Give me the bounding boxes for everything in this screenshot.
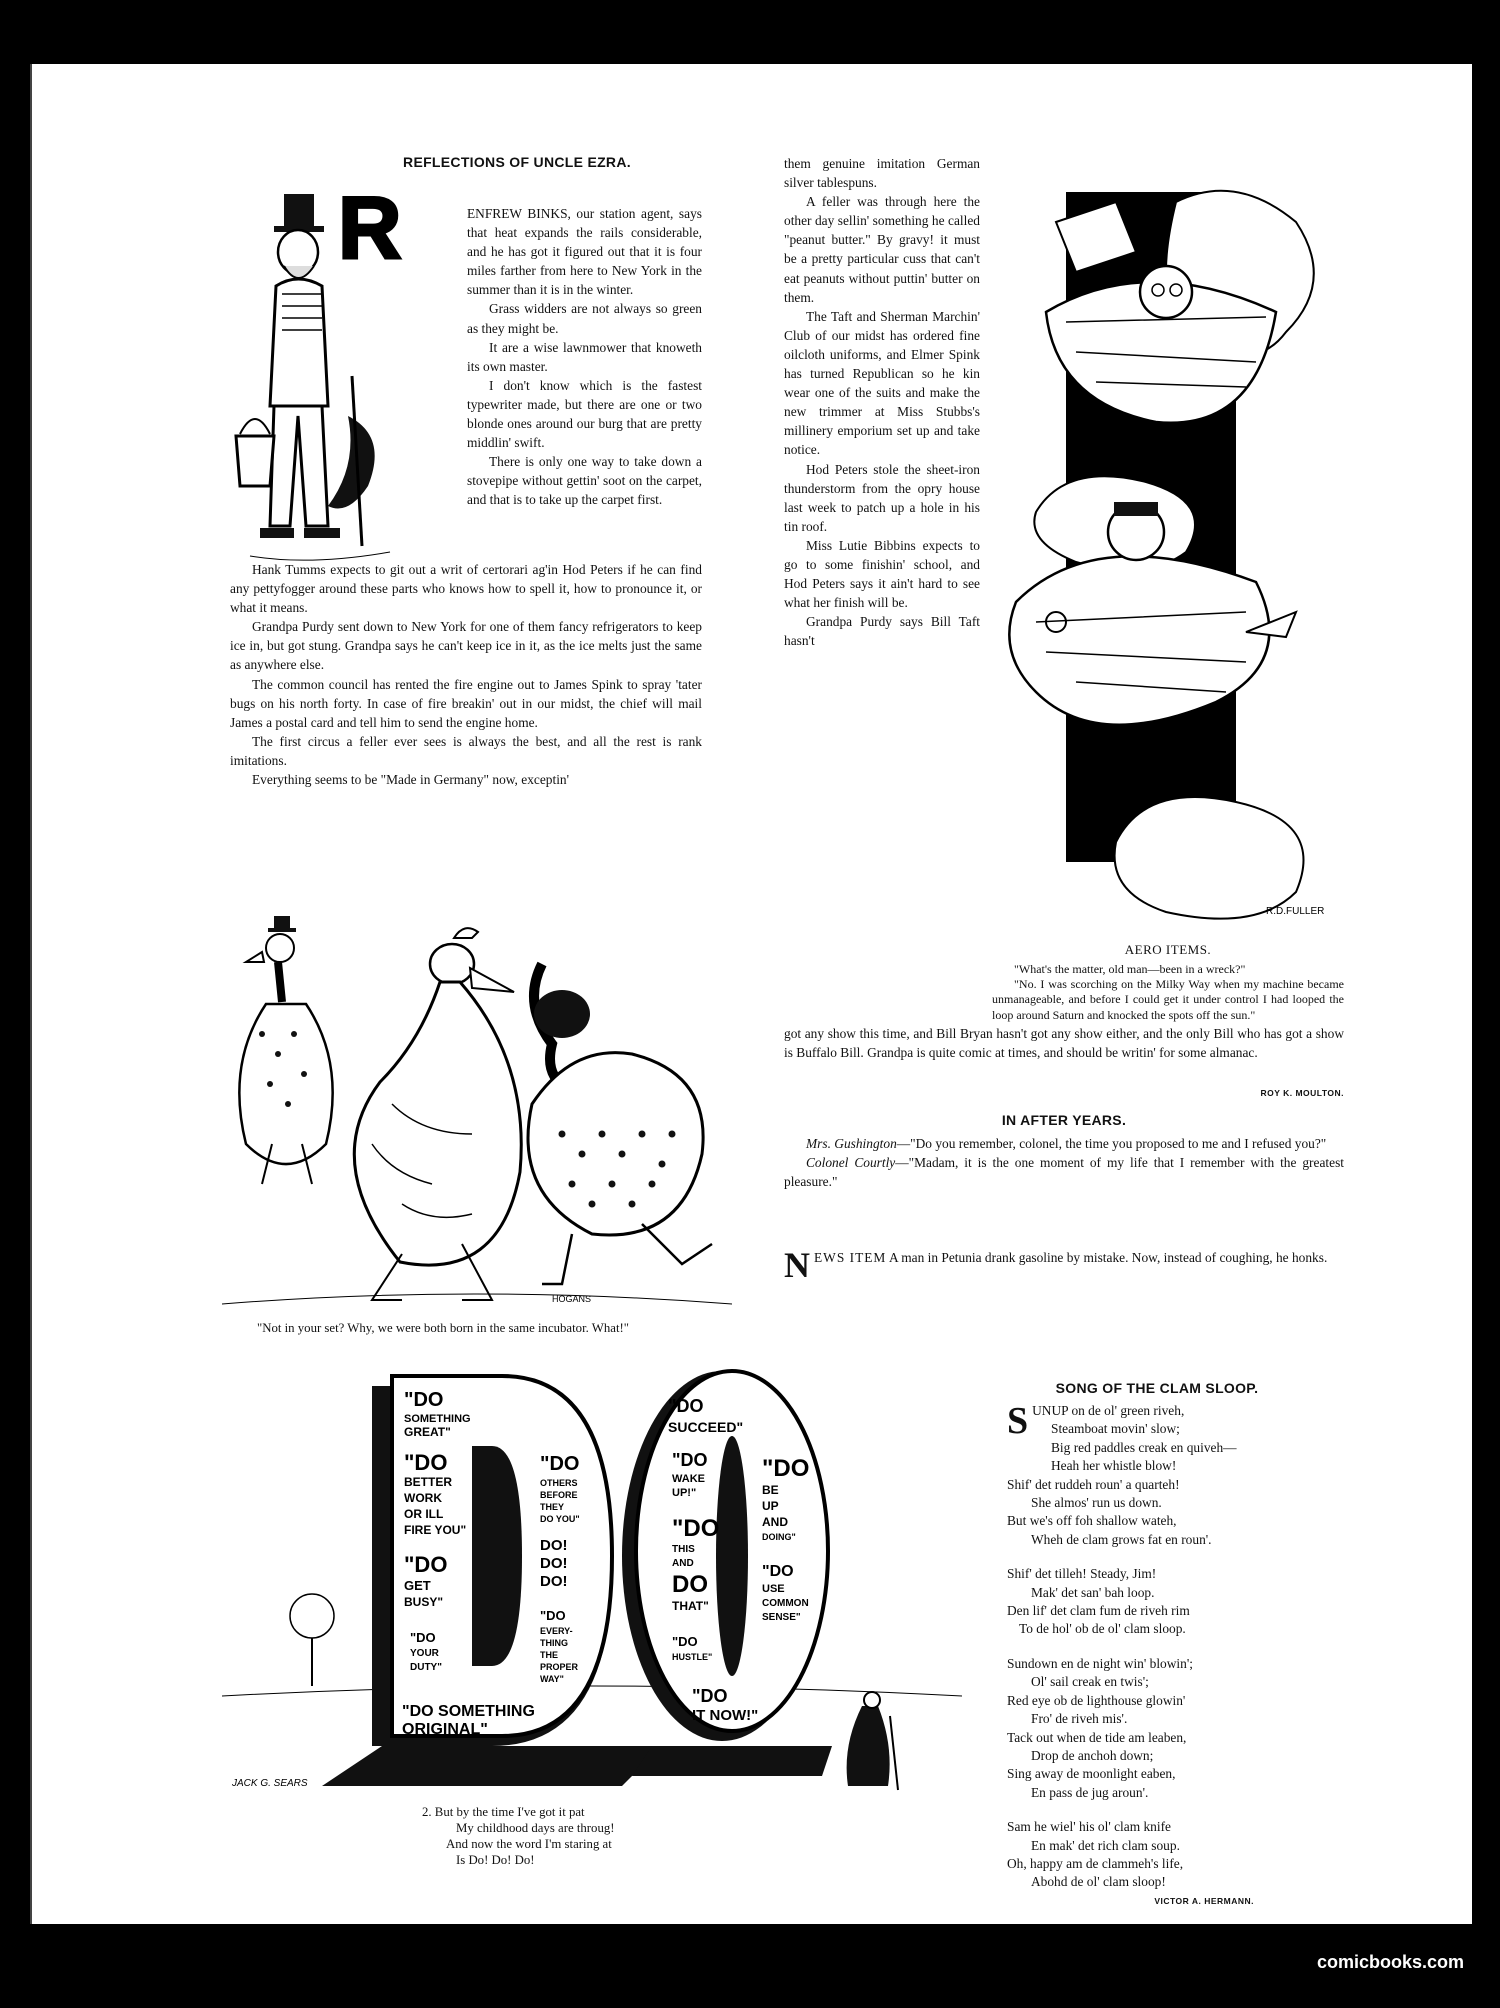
do-label: "DO <box>672 1450 708 1470</box>
do-label: WAKE <box>672 1473 705 1485</box>
do-label: "DO <box>540 1453 580 1475</box>
ezra-p9: The first circus a feller ever sees is always the best, and all the rest is rank imitations. <box>230 733 702 768</box>
geese-caption: "Not in your set? Why, we were both born in the same incubator. What!" <box>257 1321 629 1335</box>
after-text <box>784 1134 1344 1191</box>
do-label: SOMETHING <box>404 1413 471 1425</box>
do-label: FIRE YOU" <box>404 1523 467 1537</box>
do-label: "DO <box>692 1686 728 1706</box>
do-label: AND <box>672 1558 694 1569</box>
do-label: "DO <box>540 1608 566 1623</box>
do-label: BUSY" <box>404 1595 444 1609</box>
do-label: AND <box>762 1515 788 1529</box>
clam-lines <box>1007 1402 1337 1892</box>
ezra-c5: Miss Lutie Bibbins expects to go to some finishin' school, and Hod Peters says it ain't hard to see what her finish will be. <box>784 537 980 611</box>
clam-line: Oh, happy am de clammeh's life, <box>1007 1855 1184 1871</box>
do-caption-1: 2. But by the time I've got it pat <box>422 1805 585 1819</box>
clam-line: Tack out when de tide am leaben, <box>1007 1729 1187 1745</box>
clam-title: SONG OF THE CLAM SLOOP. <box>1055 1380 1259 1396</box>
do-caption-4: Is Do! Do! Do! <box>456 1853 535 1867</box>
traveler-staff <box>890 1716 898 1790</box>
do-label: UP <box>762 1499 779 1513</box>
clam-signature: VICTOR A. HERMANN. <box>1154 1896 1254 1906</box>
clam-line: Mak' det san' bah loop. <box>1031 1584 1155 1600</box>
do-label: EVERY- <box>540 1626 573 1636</box>
ezra-c6a: Grandpa Purdy says Bill Taft hasn't <box>784 614 980 649</box>
aero-title: AERO ITEMS. <box>1124 942 1212 957</box>
ezra-p8: The common council has rented the fire engine out to James Spink to spray 'tater bugs on his north forty. In case of fire breakin' out in our midst, the chief will mail James a postal card and tell him to send the engine home. <box>230 676 702 730</box>
magazine-page <box>30 64 1472 1924</box>
do-label: "DO <box>762 1455 810 1482</box>
clam-line: Ol' sail creak en twis'; <box>1031 1674 1149 1690</box>
clam-line: Shif' det tilleh! Steady, Jim! <box>1007 1566 1157 1582</box>
clam-line: Big red paddles creak en quiveh— <box>1051 1439 1237 1455</box>
do-label: THIS <box>672 1544 695 1555</box>
aero-signature: R.D.FULLER <box>1266 906 1325 917</box>
ezra-c1: them genuine imitation German silver tablespuns. <box>784 156 980 191</box>
ezra-text-wide <box>230 560 702 789</box>
clam-dropcap: S <box>1007 1400 1029 1442</box>
clam-poem <box>1007 1402 1337 1892</box>
clam-line: Den lif' det clam fum de riveh rim <box>1007 1603 1190 1619</box>
do-label: DO <box>672 1571 708 1598</box>
d-shadow <box>322 1746 662 1786</box>
do-label: "DO <box>404 1552 448 1577</box>
ezra-c4: Hod Peters stole the sheet-iron thunderstorm from the opry house last week to patch up a hole in his tin roof. <box>784 461 980 534</box>
clam-line: UNUP on de ol' green riveh, <box>1032 1403 1185 1418</box>
clam-line: Heah her whistle blow! <box>1051 1458 1177 1474</box>
clam-line: Red eye ob de lighthouse glowin' <box>1007 1692 1186 1708</box>
after-line2: —"Madam, it is the one moment of my life that I remember with the greatest pleasure." <box>784 1155 1344 1190</box>
clam-line: Sing away de moonlight eaben, <box>1007 1766 1176 1782</box>
clam-line: Steamboat movin' slow; <box>1051 1421 1180 1437</box>
do-label: DUTY" <box>410 1662 442 1673</box>
do-label: WAY" <box>540 1674 564 1684</box>
clam-line: Sam he wiel' his ol' clam knife <box>1007 1819 1171 1835</box>
news-text: A man in Petunia drank gasoline by mistake. Now, instead of coughing, he honks. <box>888 1250 1328 1265</box>
do-label: "DO <box>404 1450 448 1475</box>
do-caption-2: My childhood days are throug! <box>456 1821 615 1835</box>
do-label: "DO <box>404 1389 444 1411</box>
after-speaker1: Mrs. Gushington <box>806 1136 897 1151</box>
traveler-figure <box>847 1706 890 1786</box>
do-caption-3: And now the word I'm staring at <box>446 1837 612 1851</box>
letter-d-hole <box>472 1446 522 1666</box>
clam-line: En mak' det rich clam soup. <box>1031 1837 1180 1853</box>
clam-line: But we's off foh shallow wateh, <box>1007 1513 1177 1529</box>
aero-line2: "No. I was scorching on the Milky Way when my machine became unmanageable, and before I could get it under control I had looped the loop around Saturn and knocked the spots off the sun." <box>992 977 1344 1022</box>
ezra-p1: ENFREW BINKS, our station agent, says that heat expands the rails considerable, and he has got it figured out that it is four miles farther from here to New York in the summer than it is in the winter. <box>467 206 702 298</box>
do-label: USE <box>762 1583 785 1595</box>
aero-illustration <box>996 162 1336 922</box>
ezra-text-top <box>467 204 702 510</box>
aero-text <box>992 962 1344 1023</box>
geese-cartoon <box>222 904 732 1314</box>
do-label: DO! <box>540 1537 568 1554</box>
ezra-p2: Grass widders are not always so green as they might be. <box>467 301 702 336</box>
clam-line: She almos' run us down. <box>1031 1495 1162 1511</box>
do-label: YOUR <box>410 1648 439 1659</box>
news-dropcap: N <box>784 1245 810 1285</box>
clam-line: Wheh de clam grows fat en roun'. <box>1031 1531 1212 1547</box>
do-label: "DO <box>410 1630 436 1645</box>
do-label: OTHERS <box>540 1478 578 1488</box>
do-label: SUCCEED" <box>668 1419 744 1435</box>
ezra-c6b: got any show this time, and Bill Bryan hasn't got any show either, and the only Bill who has got a show is Buffalo Bill. Grandpa is quite comic at times, and should be writin' for some almanac. <box>784 1026 1344 1061</box>
ezra-p10: Everything seems to be "Made in Germany" now, exceptin' <box>252 772 570 788</box>
do-label: SENSE" <box>762 1612 801 1623</box>
uncle-ezra-illustration <box>230 176 460 576</box>
after-title: IN AFTER YEARS. <box>1001 1112 1127 1128</box>
do-label: OR ILL <box>404 1507 444 1521</box>
do-label: WORK <box>404 1491 442 1505</box>
do-label: THE <box>540 1650 558 1660</box>
do-label: "DO <box>672 1634 698 1649</box>
ezra-p6: Hank Tumms expects to git out a writ of certorari ag'in Hod Peters if he can find any pettyfogger around these parts who knows how to spell it, how to pronounce it, or what it means. <box>230 562 702 616</box>
do-cartoon <box>222 1366 962 1796</box>
do-label: BETTER <box>404 1475 452 1489</box>
ezra-c3: The Taft and Sherman Marchin' Club of our midst has ordered fine oilcloth uniforms, and Elmer Spink has turned Republican so he kin wear one of the suits and make the new trimmer at Miss Stubbs's millinery emporium set up and take notice. <box>784 308 980 458</box>
do-label: IT NOW!" <box>692 1707 759 1724</box>
ezra-c2: A feller was through here the other day sellin' something he called "peanut butter." By gravy! it must be a pretty particular cuss that can't eat peanuts without puttin' butter on them. <box>784 194 980 305</box>
do-label: GREAT" <box>404 1425 451 1439</box>
ezra-p3: It are a wise lawnmower that knoweth its own master. <box>467 339 702 374</box>
aero-line1: "What's the matter, old man—been in a wreck?" <box>1014 962 1246 976</box>
do-label: HUSTLE" <box>672 1652 713 1662</box>
do-label: THEY <box>540 1502 565 1512</box>
do-label: DO! <box>540 1555 568 1572</box>
do-label: "DO SOMETHING <box>402 1703 535 1720</box>
clam-line: Sundown en de night win' blowin'; <box>1007 1655 1193 1671</box>
do-label: ORIGINAL" <box>402 1721 488 1738</box>
horizon-line <box>222 1686 962 1696</box>
news-lead: EWS ITEM <box>814 1250 887 1265</box>
do-label: "DO <box>672 1515 720 1542</box>
do-label: UP!" <box>672 1487 697 1499</box>
clam-line: En pass de jug aroun'. <box>1031 1784 1149 1800</box>
ezra-text-end <box>784 1024 1344 1062</box>
traveler-head <box>864 1692 880 1708</box>
tree-icon <box>290 1594 334 1638</box>
ezra-title: REFLECTIONS OF UNCLE EZRA. <box>403 154 631 170</box>
clam-line: Fro' de riveh mis'. <box>1031 1711 1128 1727</box>
clam-line: Abohd de ol' clam sloop! <box>1031 1874 1166 1890</box>
ezra-dropcap: R <box>338 178 402 277</box>
ezra-p7: Grandpa Purdy sent down to New York for one of them fancy refrigerators to keep ice in, but got stung. Grandpa says he can't keep ice in it, as the ice melts just the same as anywhere else. <box>230 619 702 673</box>
do-label: DO YOU" <box>540 1514 580 1524</box>
do-label: "DO <box>762 1563 794 1580</box>
after-speaker2: Colonel Courtly <box>806 1155 896 1171</box>
do-label: THING <box>540 1638 568 1648</box>
do-label: BE <box>762 1483 779 1497</box>
site-watermark: comicbooks.com <box>1316 1952 1464 1972</box>
ezra-signature: ROY K. MOULTON. <box>1260 1088 1344 1098</box>
after-line1: —"Do you remember, colonel, the time you proposed to me and I refused you?" <box>896 1136 1327 1151</box>
o-shadow <box>632 1746 832 1776</box>
clam-line: Drop de anchoh down; <box>1031 1747 1154 1763</box>
letter-o-hole <box>716 1436 748 1676</box>
do-label: THAT" <box>672 1599 709 1613</box>
clam-line: To de hol' ob de ol' clam sloop. <box>1019 1621 1186 1637</box>
ezra-text-column2 <box>784 154 980 650</box>
do-label: "DO <box>668 1396 704 1416</box>
do-signature: JACK G. SEARS <box>232 1778 308 1789</box>
do-caption <box>422 1804 782 1868</box>
ezra-p4: I don't know which is the fastest typewriter made, but there are one or two blonde ones around our burg that are pretty middlin' swift. <box>467 377 702 451</box>
news-item <box>784 1245 1344 1285</box>
do-label: PROPER <box>540 1662 579 1672</box>
do-label: DO! <box>540 1573 568 1590</box>
do-label: DOING" <box>762 1532 796 1542</box>
do-label: BEFORE <box>540 1490 578 1500</box>
do-label: COMMON <box>762 1598 809 1609</box>
do-label: GET <box>404 1578 431 1593</box>
geese-signature: HOGANS <box>552 1294 592 1304</box>
clam-line: Shif' det ruddeh roun' a quarteh! <box>1007 1476 1180 1492</box>
ezra-p5: There is only one way to take down a stovepipe without gettin' soot on the carpet, and that is to take up the carpet first. <box>467 454 702 508</box>
